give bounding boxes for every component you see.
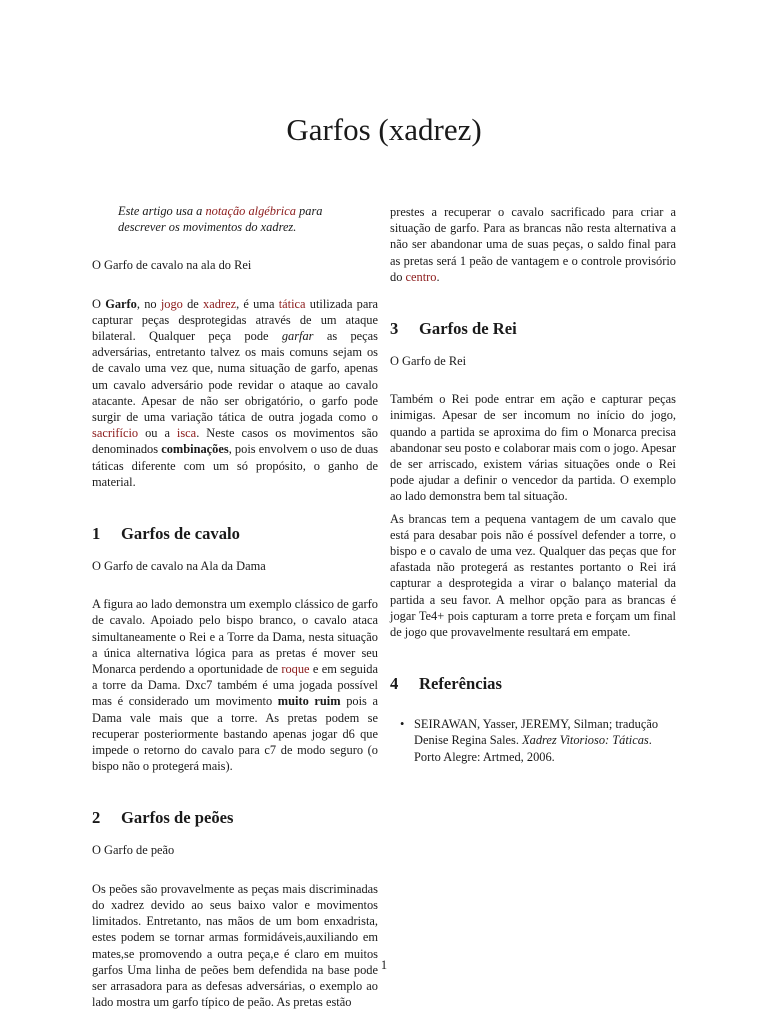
right-column	[390, 204, 676, 765]
figure-caption-3: O Garfo de Rei	[390, 354, 467, 369]
references-list	[390, 716, 676, 765]
term-garfo: Garfo	[105, 296, 137, 311]
section1-paragraph: A figura ao lado demonstra um exemplo clássico de garfo de cavalo. Apoiado pelo bispo branco, o cavalo ataca simultaneamente o Rei e a Torre da Dama, nesta situação a única alternativa lógica para as pretas é mover seu Monarca perdendo a oportunidade de roque e em seguida a torre da Dama. Dxc7 também é uma jogada possível mas é considerado um movimento muito ruim pois a Dama vale mais que a torre. As pretas podem se recuperar posteriormente bastando apenas jogar d6 que impede o retorno do cavalo para c7 de modo seguro (o bispo não o protegerá mais).	[92, 597, 379, 774]
link-centro[interactable]: centro	[405, 269, 437, 284]
bullet-icon: •	[400, 717, 405, 732]
reference-book-title: Xadrez Vitorioso: Táticas	[522, 733, 649, 748]
notation-note	[118, 203, 352, 235]
figure-caption-2: O Garfo de peão	[92, 843, 175, 858]
section-heading-4: 4 Referências	[390, 674, 502, 694]
figure-caption-intro: O Garfo de cavalo na ala do Rei	[92, 258, 252, 273]
link-xadrez[interactable]: xadrez	[203, 296, 237, 311]
left-column	[92, 203, 378, 1010]
section3-paragraph-1: Também o Rei pode entrar em ação e capturar peças inimigas. Apesar de ser incomum no início do jogo, quando a partida se aproxima do fim o Monarca precisa abandonar seu posto e colaborar mais com o jogo. Apesar de ser arriscado, existem várias situações onde o Rei pode ajudar a definir o vencedor da partida. O exemplo ao lado demonstra bem tal situação.	[390, 392, 676, 504]
section3-paragraph-2: As brancas tem a pequena vantagem de um cavalo que está para desabar pois não é possível defender a torre, o bispo e o cavalo de uma vez. Qualquer das peças que for afastada não protegerá as restantes portanto o Rei irá capturar a desprotegida a virar o balanço material da partida a seu favor. A melhor opção para as brancas é jogar Te4+ pois capturam a torre preta e forçam um final de jogo que provavelmente resultará em empate.	[390, 511, 676, 640]
note-text-end: para descrever os movimentos do xadrez.	[118, 204, 323, 235]
link-jogo[interactable]: jogo	[160, 296, 183, 311]
link-tatica[interactable]: tática	[278, 296, 306, 311]
term-muito-ruim: muito ruim	[277, 694, 341, 709]
figure-caption-1: O Garfo de cavalo na Ala da Dama	[92, 559, 266, 574]
section2-paragraph-right: prestes a recuperar o cavalo sacrificado para criar a situação de garfo. Para as brancas não resta alternativa a não ser abandonar uma de suas peças, o saldo final para as pretas será 1 peão de vantagem e o controle provisório do centro.	[390, 205, 676, 284]
section-heading-1: 1 Garfos de cavalo	[92, 524, 240, 544]
section2-paragraph-left: Os peões são provavelmente as peças mais discriminadas do xadrez devido ao seus baixo valor e movimentos limitados. Entretanto, nas mãos de um bom enxadrista, estes podem se tornar armas formidáveis,auxiliando em mates,se promovendo a outra peça,e é claro em muitos garfos Uma linha de peões bem defendida na base pode ser arrasadora para as defesas adversárias, o exemplo ao lado mostra um garfo típico de peão. As pretas estão	[92, 881, 378, 1010]
link-sacrificio[interactable]: sacrifício	[92, 426, 139, 441]
section-heading-2: 2 Garfos de peões	[92, 808, 234, 828]
reference-item: • SEIRAWAN, Yasser, JEREMY, Silman; tradução Denise Regina Sales. Xadrez Vitorioso: Táticas. Porto Alegre: Artmed, 2006.	[400, 717, 659, 764]
section-heading-3: 3 Garfos de Rei	[390, 319, 517, 339]
notation-link[interactable]: notação algébrica	[205, 204, 296, 218]
term-combinacoes: combinações	[161, 442, 229, 457]
page-number: 1	[380, 958, 388, 972]
intro-paragraph: O Garfo, no jogo de xadrez, é uma tática utilizada para capturar peças desprotegidas através de um ataque bilateral. Qualquer peça pode garfar as peças adversárias, entretanto talvez os mais comuns sejam os de cavalo uma vez que, numa situação de garfo, apenas um cavalo adversário pode revidar o ataque ao cavalo atacante. Apesar de não ser obrigatório, o garfo pode surgir de uma variação tática de outra jogada como o sacrifício ou a isca. Neste casos os movimentos são denominados combinações, pois envolvem o uso de duas táticas diferente com um só propósito, o ganho de material.	[92, 296, 379, 489]
page-title: Garfos (xadrez)	[286, 112, 482, 147]
term-garfar: garfar	[281, 329, 314, 344]
link-isca[interactable]: isca	[176, 426, 197, 441]
link-roque[interactable]: roque	[281, 662, 310, 677]
note-text: Este artigo usa a	[118, 204, 206, 218]
